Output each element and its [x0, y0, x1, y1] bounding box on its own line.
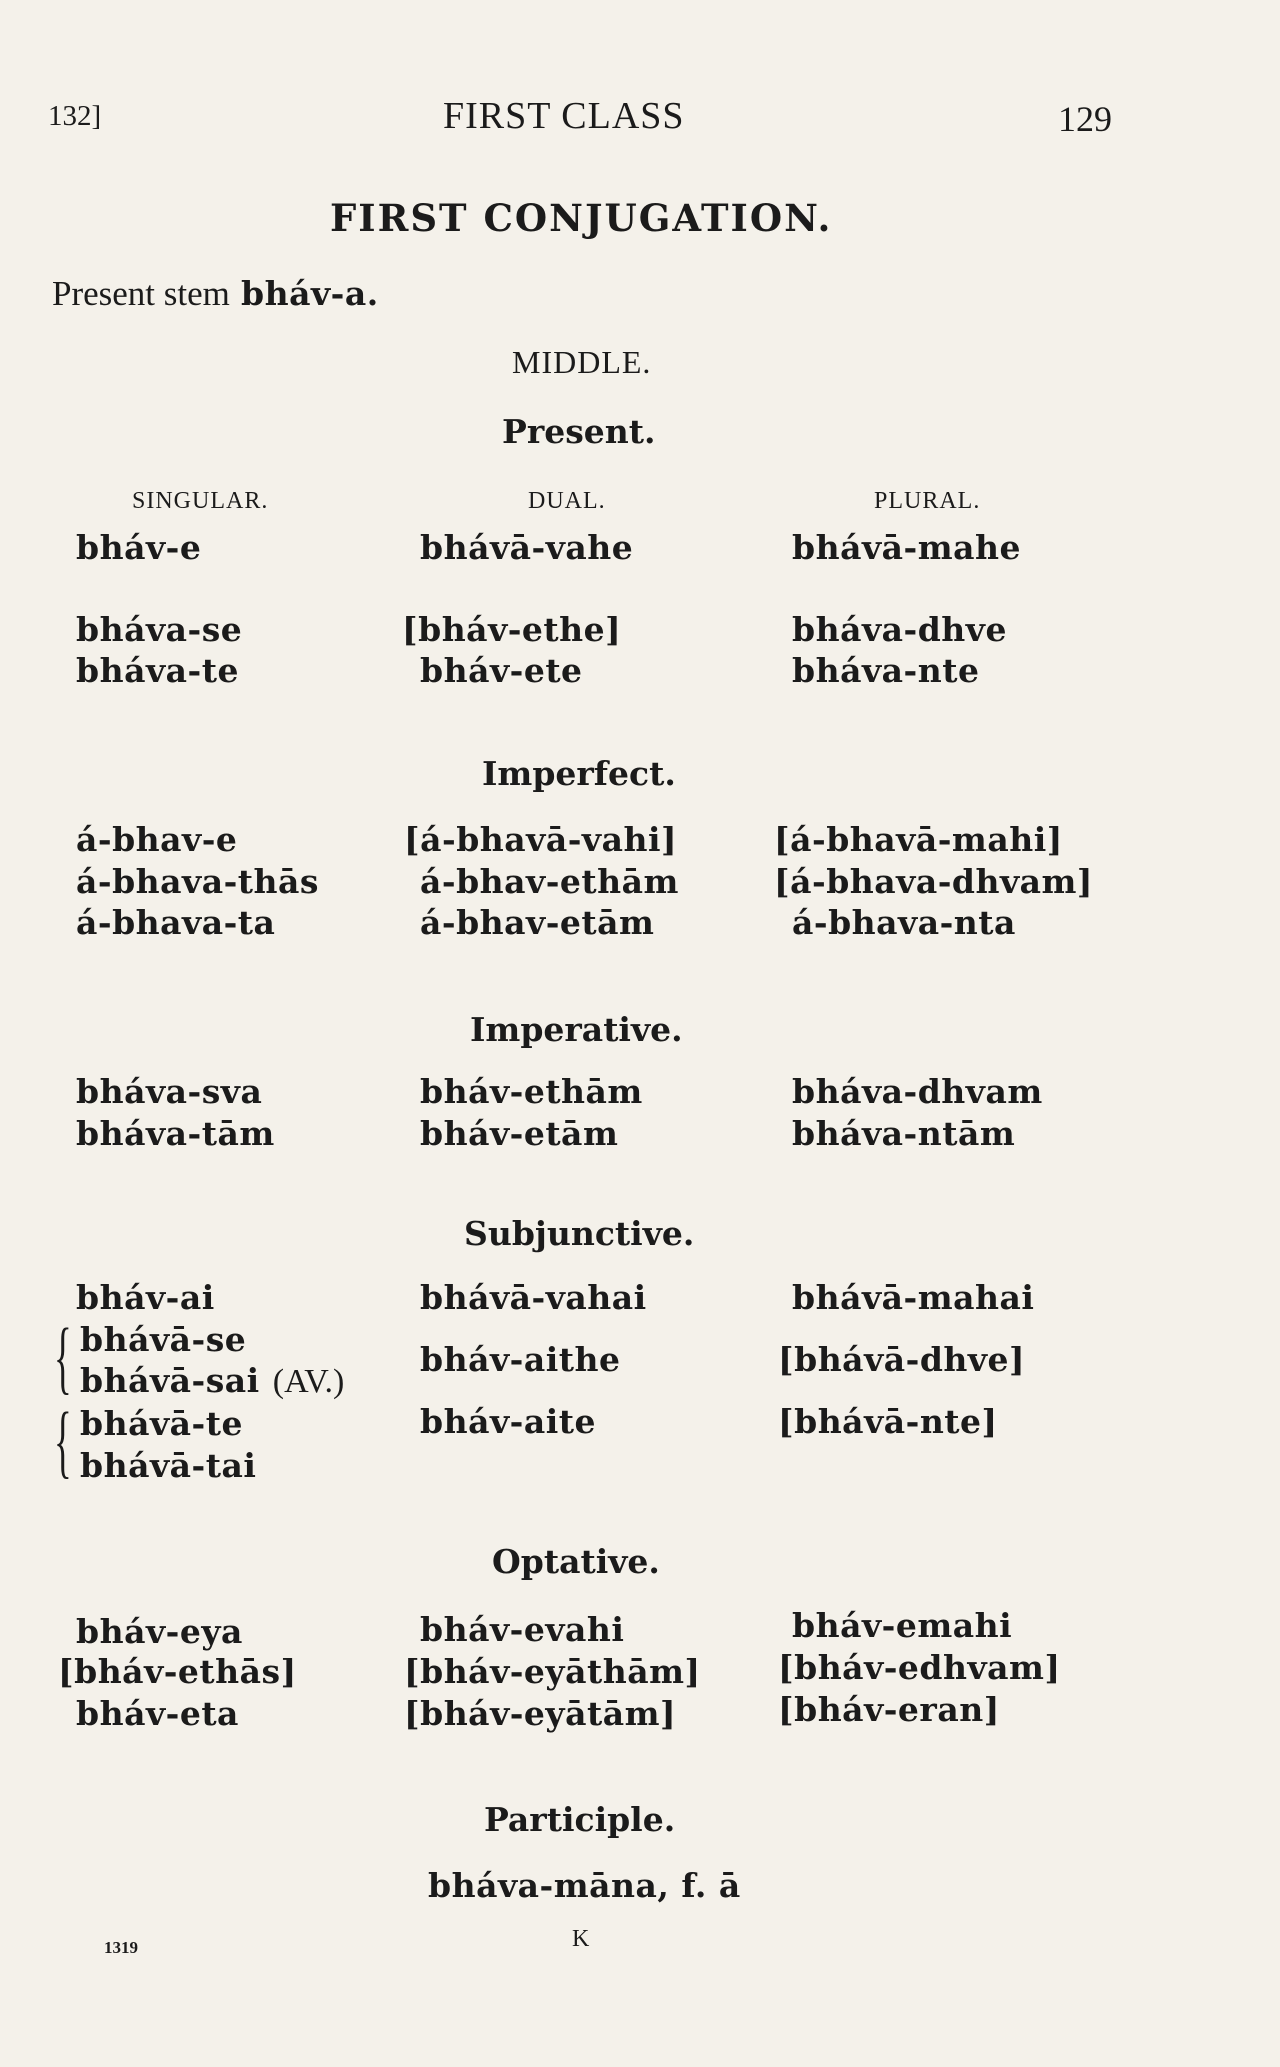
- present-stem-line: [52, 274, 379, 314]
- imperative-du-2: bháv-ethām: [420, 1072, 643, 1111]
- imperfect-sg-1: á-bhav-e: [76, 820, 238, 859]
- imperfect-pl-3: á-bhava-nta: [792, 903, 1016, 942]
- optative-pl-2: [bháv-edhvam]: [778, 1648, 1061, 1687]
- column-header-singular: SINGULAR.: [132, 488, 269, 514]
- present-sg-1: bháv-e: [76, 528, 202, 567]
- page-header-title: FIRST CLASS: [443, 95, 685, 137]
- imperative-du-3: bháv-etām: [420, 1114, 619, 1153]
- imperative-sg-2: bháva-sva: [76, 1072, 263, 1111]
- subjunctive-av-note: (AV.): [272, 1363, 345, 1400]
- present-du-2: [bháv-ethe]: [402, 610, 622, 649]
- optative-du-2: [bháv-eyāthām]: [404, 1652, 701, 1691]
- brace-sg-3: {: [54, 1395, 72, 1486]
- footer-gathering-mark: K: [572, 1926, 590, 1952]
- imperfect-du-2: á-bhav-ethām: [420, 862, 679, 901]
- column-header-dual: DUAL.: [528, 488, 606, 514]
- imperfect-sg-3: á-bhava-ta: [76, 903, 276, 942]
- optative-sg-1: bháv-eya: [76, 1612, 243, 1651]
- section-title-participle: Participle.: [484, 1800, 676, 1839]
- present-stem-label: Present stem: [52, 274, 230, 313]
- imperative-pl-2: bháva-dhvam: [792, 1072, 1043, 1111]
- conjugation-title: FIRST CONJUGATION.: [330, 196, 833, 240]
- subjunctive-pl-1: bhávā-mahai: [792, 1278, 1035, 1317]
- imperfect-du-1: [á-bhavā-vahi]: [404, 820, 678, 859]
- optative-du-3: [bháv-eyātām]: [404, 1694, 677, 1733]
- subjunctive-sg-3b: bhávā-tai: [80, 1446, 257, 1485]
- present-stem-form: bháv-a.: [241, 274, 379, 313]
- subjunctive-du-3: bháv-aite: [420, 1402, 596, 1441]
- optative-du-1: bháv-evahi: [420, 1610, 625, 1649]
- subjunctive-sg-3a: bhávā-te: [80, 1404, 243, 1443]
- imperative-pl-3: bháva-ntām: [792, 1114, 1016, 1153]
- subjunctive-sg-2b: bhávā-sai: [80, 1361, 260, 1400]
- section-title-imperative: Imperative.: [470, 1010, 683, 1049]
- optative-pl-3: [bháv-eran]: [778, 1690, 1000, 1729]
- subjunctive-sg-1: bháv-ai: [76, 1278, 215, 1317]
- voice-heading: MIDDLE.: [512, 344, 652, 380]
- footer-signature-mark: 1319: [104, 1938, 138, 1957]
- subjunctive-sg-2b-line: [80, 1361, 344, 1401]
- imperfect-du-3: á-bhav-etām: [420, 903, 655, 942]
- present-pl-1: bhávā-mahe: [792, 528, 1021, 567]
- present-pl-2: bháva-dhve: [792, 610, 1007, 649]
- optative-pl-1: bháv-emahi: [792, 1606, 1013, 1645]
- imperfect-sg-2: á-bhava-thās: [76, 862, 319, 901]
- subjunctive-du-1: bhávā-vahai: [420, 1278, 647, 1317]
- section-title-present: Present.: [502, 412, 656, 451]
- present-sg-3: bháva-te: [76, 651, 239, 690]
- section-title-imperfect: Imperfect.: [482, 754, 676, 793]
- participle-form: bháva-māna, f. ā: [428, 1866, 741, 1905]
- section-title-optative: Optative.: [492, 1542, 660, 1581]
- page-number: 129: [1058, 99, 1112, 139]
- optative-sg-2: [bháv-ethās]: [58, 1652, 297, 1691]
- brace-sg-2: {: [54, 1311, 72, 1402]
- imperfect-pl-2: [á-bhava-dhvam]: [774, 862, 1094, 901]
- present-du-3: bháv-ete: [420, 651, 583, 690]
- subjunctive-pl-2: [bhávā-dhve]: [778, 1340, 1026, 1379]
- subjunctive-du-2: bháv-aithe: [420, 1340, 621, 1379]
- present-du-1: bhávā-vahe: [420, 528, 634, 567]
- imperative-sg-3: bháva-tām: [76, 1114, 275, 1153]
- present-pl-3: bháva-nte: [792, 651, 980, 690]
- subjunctive-pl-3: [bhávā-nte]: [778, 1402, 998, 1441]
- imperfect-pl-1: [á-bhavā-mahi]: [774, 820, 1063, 859]
- subjunctive-sg-2a: bhávā-se: [80, 1320, 247, 1359]
- page-header-left: 132]: [48, 100, 102, 132]
- column-header-plural: PLURAL.: [874, 488, 981, 514]
- present-sg-2: bháva-se: [76, 610, 243, 649]
- optative-sg-3: bháv-eta: [76, 1694, 239, 1733]
- section-title-subjunctive: Subjunctive.: [464, 1214, 695, 1253]
